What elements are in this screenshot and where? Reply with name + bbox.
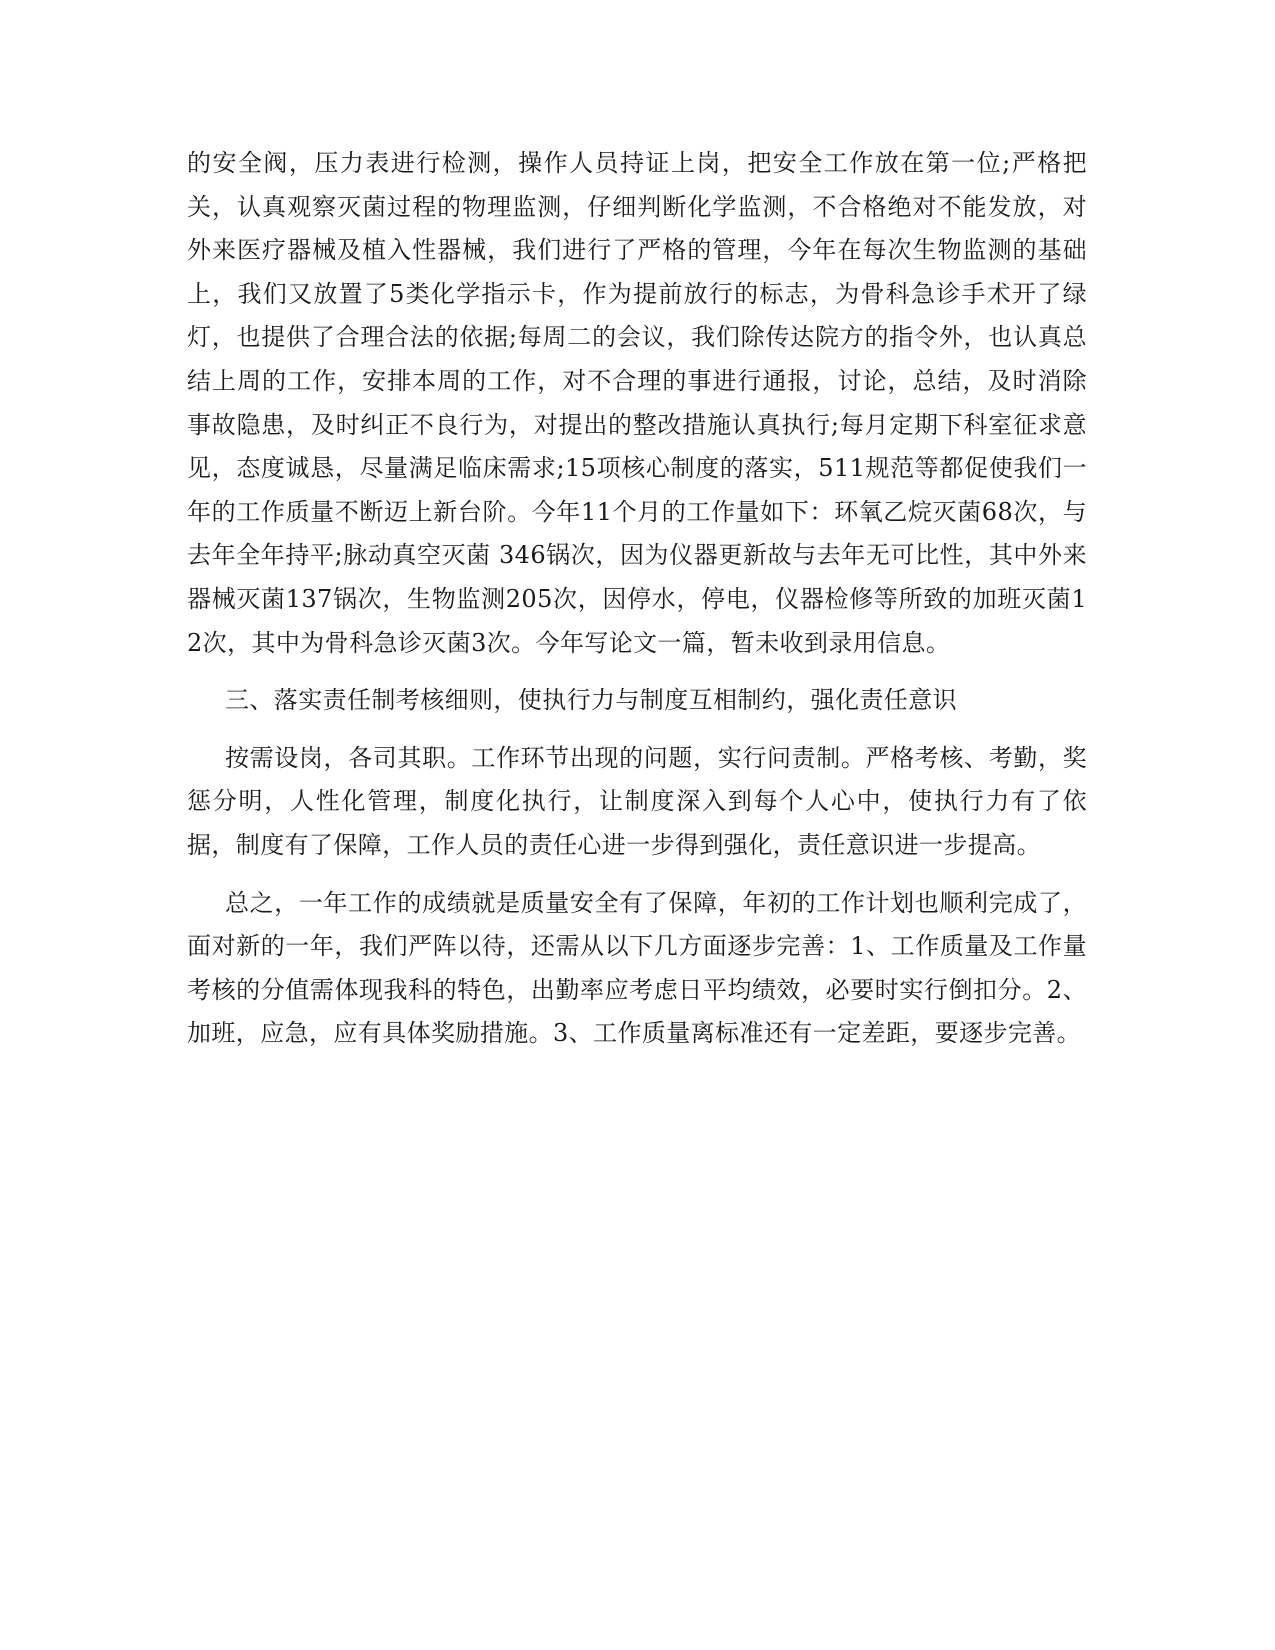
paragraph-sterilization-quality: 的安全阀，压力表进行检测，操作人员持证上岗，把安全工作放在第一位;严格把关，认真观察灭菌过程的物理监测，仔细判断化学监测，不合格绝对不能发放，对外来医疗器械及植入性器械，我们进行了严格的管理，今年在每次生物监测的基础上，我们又放置了5类化学指示卡，作为提前放行的标志，为骨科急诊手术开了绿灯，也提供了合理合法的依据;每周二的会议，我们除传达院方的指令外，也认真总结上周的工作，安排本周的工作，对不合理的事进行通报，讨论，总结，及时消除事故隐患，及时纠正不良行为，对提出的整改措施认真执行;每月定期下科室征求意见，态度诚恳，尽量满足临床需求;15项核心制度的落实，511规范等都促使我们一年的工作质量不断迈上新台阶。今年11个月的工作量如下：环氧乙烷灭菌68次，与去年全年持平;脉动真空灭菌 346锅次，因为仪器更新故与去年无可比性，其中外来器械灭菌137锅次，生物监测205次，因停水，停电，仪器检修等所致的加班灭菌12次，其中为骨科急诊灭菌3次。今年写论文一篇，暂未收到录用信息。 <box>187 149 1087 657</box>
document-body <box>187 142 1087 1056</box>
paragraph-responsibility-system: 按需设岗，各司其职。工作环节出现的问题，实行问责制。严格考核、考勤，奖惩分明，人性化管理，制度化执行，让制度深入到每个人心中，使执行力有了依据，制度有了保障，工作人员的责任心进一步得到强化，责任意识进一步提高。 <box>187 743 1087 859</box>
paragraph-summary: 总之，一年工作的成绩就是质量安全有了保障，年初的工作计划也顺利完成了，面对新的一年，我们严阵以待，还需从以下几方面逐步完善：1、工作质量及工作量考核的分值需体现我科的特色，出勤率应考虑日平均绩效，必要时实行倒扣分。2、加班，应急，应有具体奖励措施。3、工作质量离标准还有一定差距，要逐步完善。 <box>187 888 1087 1048</box>
section-heading-responsibility: 三、落实责任制考核细则，使执行力与制度互相制约，强化责任意识 <box>225 686 957 715</box>
